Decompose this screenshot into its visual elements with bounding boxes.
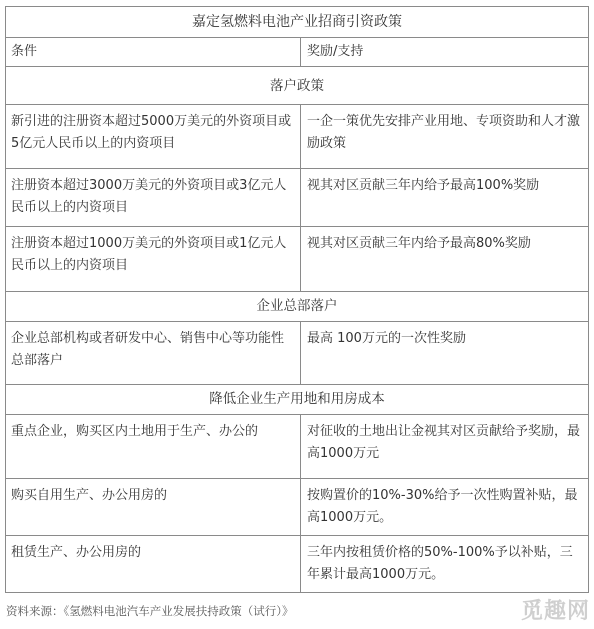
table-row <box>6 478 588 535</box>
section-title: 降低企业生产用地和用房成本 <box>209 391 385 407</box>
table-title: 嘉定氢燃料电池产业招商引资政策 <box>192 14 402 30</box>
condition-cell: 注册资本超过3000万美元的外资项目或3亿元人民币以上的内资项目 <box>6 169 301 226</box>
table-title-row <box>6 7 588 37</box>
reward-cell: 三年内按租赁价格的50%-100%予以补贴，三年累计最高1000万元。 <box>307 545 573 582</box>
header-condition: 条件 <box>6 38 301 66</box>
section-title: 企业总部落户 <box>256 298 338 314</box>
source-note: 资料来源：《氢燃料电池汽车产业发展扶持政策（试行）》 <box>6 604 294 618</box>
reward-cell: 按购置价的10%-30%给予一次性购置补贴，最高1000万元。 <box>307 488 578 525</box>
reward-cell: 最高 100万元的一次性奖励 <box>307 331 466 346</box>
table-row <box>6 321 588 384</box>
table-row <box>6 168 588 226</box>
policy-table <box>5 6 589 593</box>
header-reward: 奖励/支持 <box>307 44 364 59</box>
table-row <box>6 104 588 168</box>
condition-cell: 购买自用生产、办公用房的 <box>6 479 301 535</box>
condition-cell: 重点企业，购买区内土地用于生产、办公的 <box>6 415 301 478</box>
section-header <box>6 384 588 414</box>
condition-cell: 新引进的注册资本超过5000万美元的外资项目或5亿元人民币以上的内资项目 <box>6 105 301 168</box>
table-header-row <box>6 37 588 66</box>
condition-cell: 注册资本超过1000万美元的外资项目或1亿元人民币以上的内资项目 <box>6 227 301 291</box>
section-header <box>6 291 588 321</box>
condition-cell: 租赁生产、办公用房的 <box>6 536 301 592</box>
section-header <box>6 66 588 104</box>
table-row <box>6 414 588 478</box>
reward-cell: 对征收的土地出让金视其对区贡献给予奖励，最高1000万元 <box>307 424 581 461</box>
reward-cell: 一企一策优先安排产业用地、专项资助和人才激励政策 <box>307 114 581 151</box>
table-row <box>6 535 588 592</box>
section-title: 落户政策 <box>270 78 324 94</box>
watermark: 觅趣网 <box>520 599 590 624</box>
reward-cell: 视其对区贡献三年内给予最高100%奖励 <box>307 178 540 193</box>
table-row <box>6 226 588 291</box>
condition-cell: 企业总部机构或者研发中心、销售中心等功能性总部落户 <box>6 322 301 384</box>
reward-cell: 视其对区贡献三年内给予最高80%奖励 <box>307 236 531 251</box>
